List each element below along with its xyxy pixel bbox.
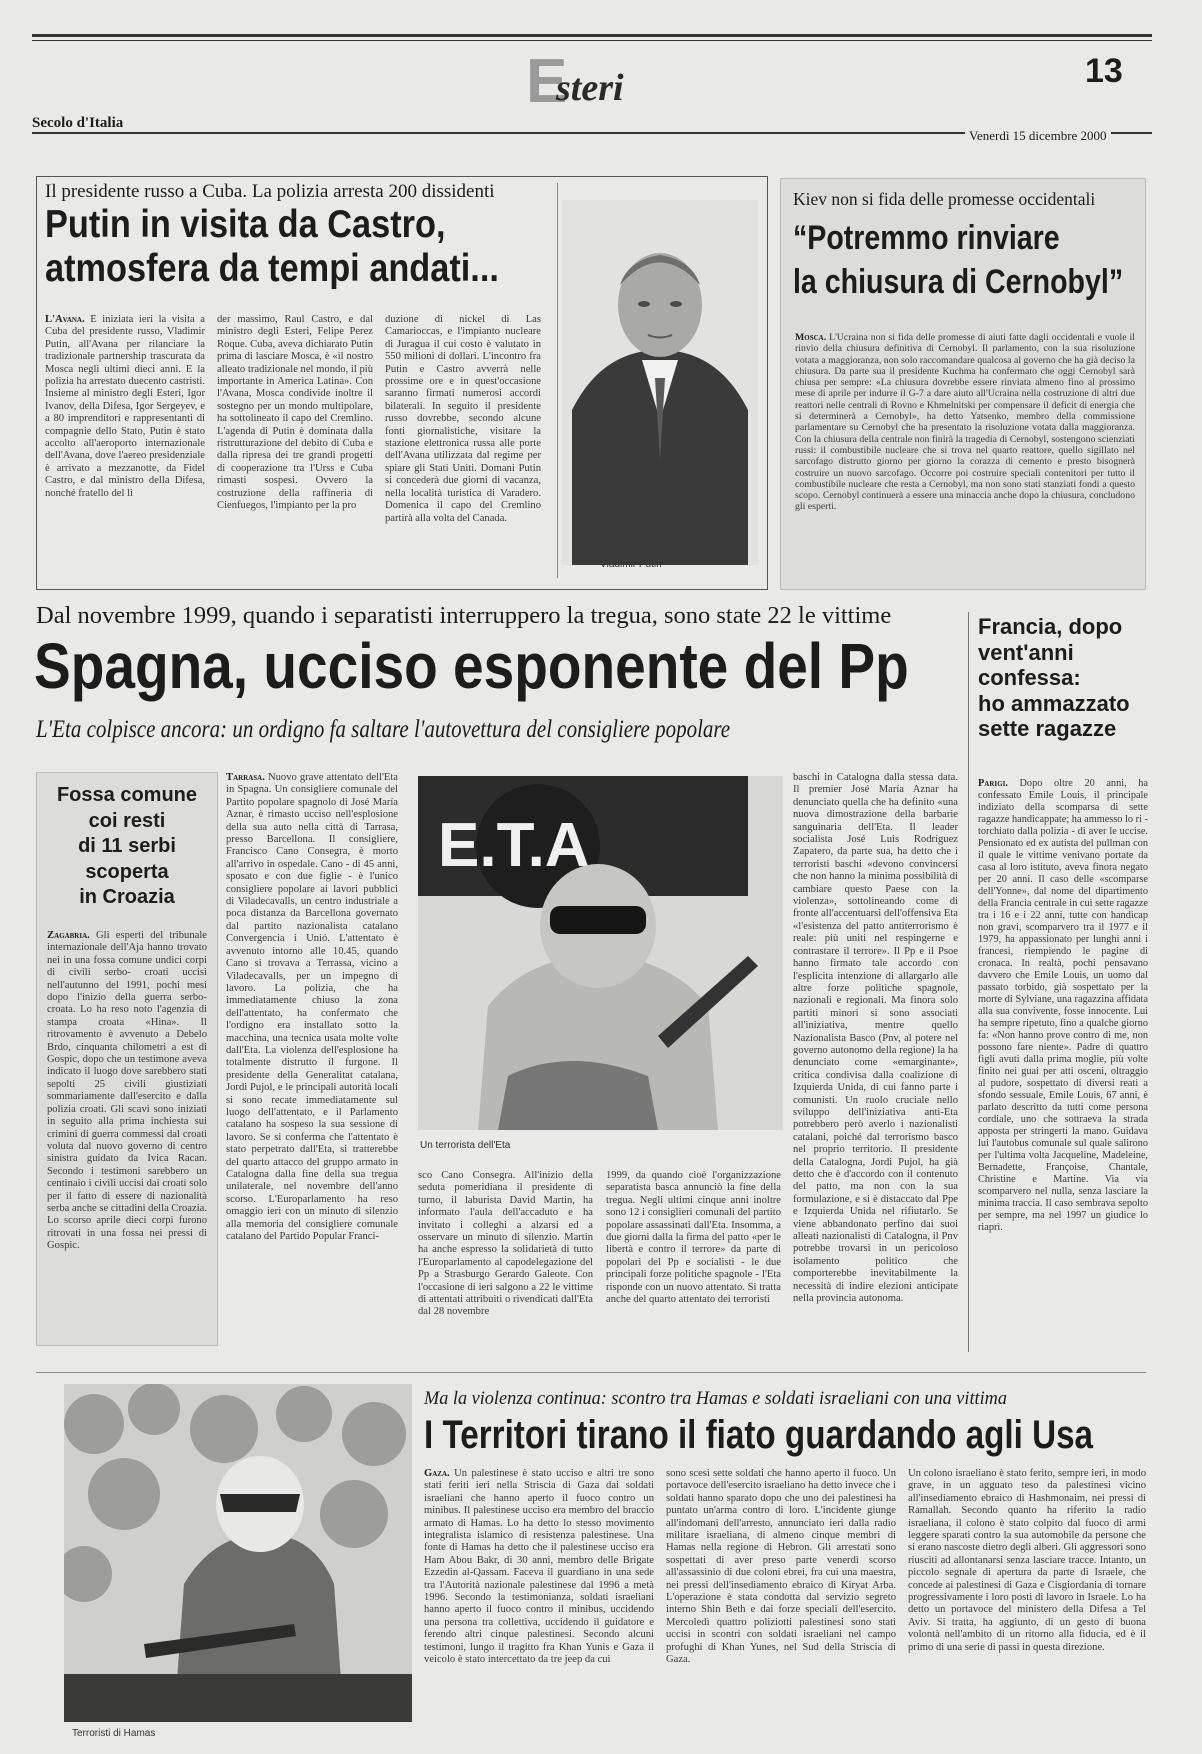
spagna-dateline: Tarrasa.: [226, 772, 265, 783]
cernobyl-headline-2: la chiusura di Cernobyl”: [793, 263, 1124, 301]
francia-divider: [968, 612, 969, 1352]
croazia-headline-line: Fossa comune: [56, 784, 198, 806]
eta-photo-caption: Un terrorista dell'Eta: [420, 1140, 511, 1151]
eta-letters: E.T.A: [438, 811, 590, 880]
top-rule: [32, 34, 1152, 37]
section-initial: E: [526, 47, 568, 116]
putin-divider: [557, 183, 558, 578]
eta-photo: [418, 776, 783, 1130]
spagna-column-4: baschi in Catalogna dalla stessa data. Il premier José María Aznar ha denunciato quella che ha definito «una nuova dimostrazione della barbarie sanguinaria dell'Eta. Il leader socialista José Luis Rodríguez Zapatero, da parte sua, ha detto che i terroristi baschi «devono convincersi che non hanno la minima possibilità di cambiare questo Paese con la violenza», sottolineando come di fronte all'accentuarsi dell'offensiva Eta «l'esistenza del patto antiterrorismo è reale: più uniti nel respingerne e contrastare il terrore». Il Pp e il Psoe hanno firmato tale accordo con l'esplicita intenzione di allargarlo alle altre forze politiche spagnole, nazionali e regionali. Ma finora solo partiti minori si sono associati all'iniziativa, mentre quello Nazionalista Basco (Pnv, al potere nel governo autonomo della regione) la ha denunciato come «emarginante», critica condivisa dalla coalizione di Izquierda Unida, di cui fanno parte i comunisti. Un ruolo cruciale nello sviluppo dell'iniziativa anti-Eta potrebbero però averlo i nazionalisti catalani, poiché dal terrorismo basco nel proprio territorio. Il presidente della Catalogna, Jordi Pujol, ha già detto che è d'accordo con il contenuto del patto, ma non con la sua formulazione, e si è distaccato dal Ppe e Izquierda Unida nel rifiutarlo. Se viene abbandonato perfino dai suoi alleati nazionalisti di Catalogna, il Pnv potrebbe trovarsi in un pericoloso isolamento politico che comporterebbe inevitabilmente la necessità di indire elezioni anticipate nella provincia autonoma.: [793, 772, 958, 1305]
croazia-article: [36, 772, 218, 1346]
croazia-headline-line: in Croazia: [79, 886, 175, 908]
putin-photo-caption: Vladimir Putin: [600, 559, 662, 570]
francia-headline-line: sette ragazze: [978, 716, 1117, 741]
territori-column-2: sono scesi sette soldati che hanno aperto il fuoco. Un portavoce dell'esercito israeliano ha detto invece che i soldati hanno sparato dopo che uno dei palestinesi ha puntato un'arma contro di loro. L'incidente giunge all'indomani dell'arresto, annunciato ieri dalla radio militare israeliana, di almeno cinque membri di Hamas nella regione di Hebron. Gli arrestati sono sospettati di aver preso parte venerdì scorso all'assassinio di due coloni ebrei, fra cui una maestra, nei pressi dell'insediamento ebraico di Kiryat Arba. L'operazione è stata condotta dal servizio segreto interno Shin Beth e dai forze speciali dell'esercito. Mercoledì quattro poliziotti palestinesi sono stati uccisi in scontri con soldati israeliani nel campo profughi di Khan Yunes, nel Sud della Striscia di Gaza.: [666, 1468, 896, 1666]
territori-dateline: Gaza.: [424, 1468, 450, 1479]
putin-column-1: [45, 314, 205, 564]
putin-photo: [562, 200, 758, 565]
francia-dateline: Parigi.: [978, 778, 1008, 789]
francia-headline: [978, 614, 1130, 742]
territori-rule: [36, 1372, 1146, 1373]
cernobyl-headline-1: “Potremmo rinviare: [793, 219, 1060, 257]
section-name: steri: [556, 67, 624, 109]
croazia-headline-line: coi resti: [88, 809, 166, 832]
putin-col1-text: È iniziata ieri la visita a Cuba del presidente russo, Vladimir Putin, all'Avana per rilanciare la tradizionale partnership trascurata da Mosca negli ultimi dieci anni. E la polizia ha arrestato duecento castristi. Insieme al ministro degli Esteri, Igor Ivanov, della Difesa, Igor Sergeyev, e a 80 imprenditori e rappresentanti di compagnie dello Stato, Putin è stato accolto all'aeroporto internazionale dell'Avana, dove l'aereo presidenziale è arrivato a mezzanotte, da Fidel Castro, e dal ministro della Difesa, nonché fratello del lì: [45, 314, 205, 499]
francia-headline-line: vent'anni: [978, 639, 1074, 665]
cernobyl-dateline: Mosca.: [795, 332, 827, 343]
territori-kicker: Ma la violenza continua: scontro tra Hamas e soldati israeliani con una vittima: [424, 1388, 1007, 1409]
cernobyl-body: [795, 332, 1135, 580]
issue-date: Venerdì 15 dicembre 2000: [965, 128, 1111, 144]
putin-column-3: duzione di nickel di Las Camarioccas, e l'impianto nucleare di Juragua il cui costo è valutato in 550 milioni di dollari. L'incontro fra Putin e Castro avverrà nelle prossime ore e in quest'occasione saranno firmati numerosi accordi bilaterali. In seguito il presidente russo dovrebbe, secondo alcune fonti giornalistiche, visitare la stazione elettronica russa alle porte dell'Avana utilizzata dal regime per spiare gli Stati Uniti. Domani Putin si concederà due giorni di vacanza, nella località turistica di Varadero. Domenica il capo del Cremlino partirà alla volta del Canada.: [385, 314, 541, 524]
spagna-headline: Spagna, ucciso esponente del Pp: [34, 630, 909, 702]
croazia-headline-line: scoperta: [85, 860, 169, 883]
francia-text: Dopo oltre 20 anni, ha confessato Emile Louis, il principale indiziato della scomparsa di sette ragazze handicappate; ha ammesso lo ri - torchiato dalla polizia - di aver le uccise. Pensionato ed ex autista del pullman con il quale le vittime venivano portate da casa al loro istituto, aveva finora negato per 20 anni. Il caso delle «scomparse dell'Yonne», dal nome del dipartimento della Francia centrale in cui sette ragazze tra i 16 e i 22 anni, tutte con handicap non gravi, scomparvero tra il 1977 e il 1979, ha appassionato per lunghi anni i francesi, riempiendo le pagine di cronaca. In realtà, pochi pensavano davvero che Emile Louis, un uomo dal passato torbido, già sospettato per la morte di Sylviane, una ragazzina affidata alla sua convivente, fosse innocente. Lui ha sempre ripetuto, fino a qualche giorno fa: «Non hanno prove contro di me, non possono fare niente». Padre di quattro figli avuti dalla prima moglie, più volte finito nei guai per atti osceni, oltraggio al pudore, sospettato di diversi reati a sfondo sessuale, Emile Louis, 67 anni, è parlato descritto da tutti come persona cordiale, uno che sottraeva la strada apposta per stringerti la mano. Guidava lui l'autobus comunale sul quale salirono per l'ultima volta Jacqueline, Madeleine, Bernadette, Françoise, Chantale, Christine e Martine. Via via scomparvero nel nulla, senza lasciare la minima traccia. Il caso sembrava sepolto per sempre, ma nel 1997 un giudice lo riaprì.: [978, 778, 1148, 1233]
territori-headline: I Territori tirano il fiato guardando agli Usa: [424, 1413, 1093, 1457]
territori-column-3: Un colono israeliano è stato ferito, sempre ieri, in modo grave, in un agguato teso da palestinesi vicino all'insediamento ebraico di Hashmonaim, nei pressi di Ramallah. Secondo quanto ha riferito la radio israeliana, il colono è stato colpito dal fuoco di armi leggere sparati contro la sua automobile da persone che si erano nascoste dietro degli alberi. Gli aggressori sono riusciti ad allontanarsi senza lasciare tracce. Intanto, un piccolo segnale di apertura da parte di Israele, che concede ai palestinesi di Gaza e Cisgiordania di tornare progressivamente i loro posti di lavoro in Israele. Lo ha detto un portavoce del ministero della Difesa a Tel Aviv. Si tratta, ha aggiunto, di un gesto di buona volontà nell'ambito di un ritorno alla fiducia, ed è il primo di una serie di passi in questa direzione.: [908, 1468, 1146, 1653]
spagna-column-3: 1999, da quando cioè l'organizzazione separatista basca annunciò la fine della tregua. Negli ultimi cinque anni inoltre sono 12 i consiglieri comunali del partito popolare assassinati dall'Eta. Insomma, a due giorni dalla la firma del patto «per le libertà e contro il terrore» da parte di popolari del Pp e socialisti - le due principali forze politiche spagnole - l'Eta risponde con un nuovo attentato. Si tratta anche del quarto attentato dei terroristi: [606, 1170, 781, 1306]
francia-headline-line: Francia, dopo: [978, 614, 1123, 639]
croazia-dateline: Zagabria.: [47, 930, 90, 941]
top-rule-thin: [32, 40, 1152, 41]
spagna-col1-text: Nuovo grave attentato dell'Eta in Spagna. Un consigliere comunale del Partito popolare spagnolo di José María Aznar, è rimasto ucciso nell'esplosione della sua auto nella città di Tarrasa, presso Barcellona. Il consigliere, Francisco Cano Consegra, è morto all'arrivo in ospedale. Cano - di 45 anni, sposato e con due figlie - è l'unico consigliere popolare ai lavori pubblici di Viladecavalls, un centro industriale a poca distanza da Barcellona governato dal partito nazionalista catalano Convergencia i Unió. L'attentato è avvenuto intorno alle 10.45, quando Cano si trovava a Terrassa, vicino a Viladecavalls, per un impegno di lavoro. La polizia, che ha immediatamente chiuso la zona dell'attentato, ha confermato che l'ordigno era installato sotto la macchina, una tecnica usata molte volte dall'Eta. La violenza dell'esplosione ha totalmente distrutto il furgone. Il presidente della Generalitat catalana, Jordi Pujol, e le principali autorità locali si sono recate immediatamente sul luogo dell'attentato, e il Parlamento catalano ha sospeso la sua sessione di lavoro. Se si conferma che l'attentato è stato perpetrato dall'Eta, si tratterebbe del quarto attacco del gruppo armato in Catalogna dalla fine della sua tregua unilaterale, nel novembre dell'anno scorso. L'Europarlamento ha reso omaggio ieri con un minuto di silenzio alla memoria del consigliere comunale catalano del Partido Popular Franci-: [226, 772, 398, 1243]
territori-col1-text: Un palestinese è stato ucciso e altri tre sono stati feriti ieri nella Striscia di Gaza dai soldati israeliani che hanno aperto il fuoco contro un minibus. Il palestinese ucciso era membro del braccio armato di Hamas. Lo ha detto lo stesso movimento integralista islamico di resistenza palestinese. Una fonte di Hamas ha detto che il palestinese ucciso era Ham Abou Bakr, di 30 anni, membro delle Brigate Ezzedin al-Qassam. Faceva il guardiano in una sede tra l'Autorità nazionale palestinese dal 1996 a metà 1996. Secondo la testimonianza, soldati israeliani hanno aperto il fuoco contro il minibus, uccidendo una persona tra collettiva, uccidendo il guidatore e ferendo altri cinque palestinesi. Secondo alcuni testimoni, lungo il tragitto fra Khan Yunis e Gaza il veicolo è stato intercettato da tre jeep da cui: [424, 1468, 654, 1666]
putin-kicker: Il presidente russo a Cuba. La polizia arresta 200 dissidenti: [45, 181, 495, 202]
putin-column-2: der massimo, Raul Castro, e dal ministro degli Esteri, Felipe Perez Roque. Cuba, aveva dichiarato Putin prima di lasciare Mosca, è «il nostro alleato tradizionale nel mondo, il più importante in America Latina». Con l'Avana, Mosca condivide inoltre il sostegno per un mondo multipolare, ha sottolineato il capo del Cremlino. L'agenda di Putin è dominata dalla ristrutturazione del debito di Cuba e dalla ripresa dei tre grandi progetti di cooperazione tra l'Urss e Cuba rimasti sospesi. Ovvero la costruzione della raffineria di Cienfuegos, l'impianto per la pro: [217, 314, 373, 512]
putin-headline-1: Putin in visita da Castro,: [45, 203, 446, 246]
hamas-photo: [64, 1384, 412, 1722]
cernobyl-kicker: Kiev non si fida delle promesse occidentali: [793, 189, 1096, 209]
croazia-text: Gli esperti del tribunale internazionale dell'Aja hanno trovato nei in una fossa comune undici corpi di civili serbo- croati uccisi nell'autunno del 1991, pochi mesi dopo l'inizio della guerra serbo-croata. Lo ha reso noto l'agenzia di stampa croata «Hina». Il ritrovamento è avvenuto a Debelo Brdo, cinquanta chilometri a est di Gospic, dopo che un testimone aveva indicato il luogo dove sarebbero stati sepolti 25 civili giustiziati sommariamente dall'esercito e dalla polizia croati. Gli scavi sono iniziati in seguito alla prima inchiesta sui crimini di guerra commessi dal croati voluta dal nuovo governo di centro sinistra guidato da Ivica Racan. Secondo i testimoni sarebbero un centinaio i civili uccisi dai croati solo per il fatto di essere di nazionalità serba anche se cittadini della Croazia. Lo scorso aprile dieci corpi furono ritrovati in una fossa nei pressi di Gospic.: [47, 930, 207, 1252]
putin-headline-2: atmosfera da tempi andati...: [45, 247, 499, 290]
cernobyl-text: L'Ucraina non si fida delle promesse di aiuti fatte dagli occidentali e vuole il rinvio della chiusura definitiva di Cernobyl. Il parlamento, con la sua risoluzione votata a maggioranza, non solo raccomandare qualcosa al governo che ha già deciso la chiusura. Da parte sua il presidente Kuchma ha confermato che oggi Cernobyl sarà chiusa per sempre: «La chiusura dovrebbe essere rinviata almeno fino al prossimo mese di aprile per indurre il G-7 a dare aiuto all'Ucraina nella costruzione di altri due reattori nelle centrali di Rovno e Khmelnitski per compensare il deficit di energia che si determinerà a Cernobyl», ha detto Yatsenko, membro della commissione parlamentare su Cernobyl che ha presentato la risoluzione votata dalla maggioranza. Con la chiusura della centrale non finirà la tragedia di Cernobyl, sostengono scienziati russi: il combustibile nucleare che si trova nel quarto reattore, quello sigillato nel sarcofago distrutto giorno per giorno la corazza di cemento e presto bisognerà costruire un nuovo sarcofago. Occorre poi costruire speciali contenitori per tutto il combustibile nucleare che resta a Cernobyl, ma non sono stati stanziati fondi a questo scopo. Cernobyl continuerà a essere una minaccia anche dopo la chiusura, concludono gli esperti.: [795, 332, 1135, 513]
hamas-photo-caption: Terroristi di Hamas: [72, 1728, 156, 1739]
spagna-column-1: [226, 772, 398, 1344]
territori-column-1: [424, 1468, 654, 1738]
spagna-column-2: sco Cano Consegra. All'inizio della seduta pomeridiana il presidente di turno, il laburista David Martin, ha informato l'aula dell'accaduto e ha invitato i colleghi a alzarsi ed a osservare un minuto di silenzio. Martin ha anche espresso la solidarietà di tutto l'Europarlamento al capodelegazione del Pp a Strasburgo Gerardo Galeote. Con l'occasione di ieri salgono a 22 le vittime di attentati attribuiti o rivendicati dall'Eta dal 28 novembre: [418, 1170, 593, 1318]
francia-body: [978, 778, 1148, 1344]
masthead: Secolo d'Italia: [32, 115, 124, 131]
spagna-kicker: Dal novembre 1999, quando i separatisti interruppero la tregua, sono state 22 le vittime: [36, 602, 892, 629]
page-number: 13: [1085, 52, 1123, 90]
croazia-headline: [37, 783, 217, 911]
spagna-subhead: L'Eta colpisce ancora: un ordigno fa saltare l'autovettura del consigliere popolare: [36, 716, 731, 743]
francia-headline-line: ho ammazzato: [978, 690, 1130, 716]
putin-dateline: L'Avana.: [45, 314, 85, 325]
croazia-body: [47, 930, 207, 1330]
francia-headline-line: confessa:: [978, 665, 1081, 690]
croazia-headline-line: di 11 serbi: [78, 835, 176, 857]
cernobyl-article: [780, 178, 1146, 590]
